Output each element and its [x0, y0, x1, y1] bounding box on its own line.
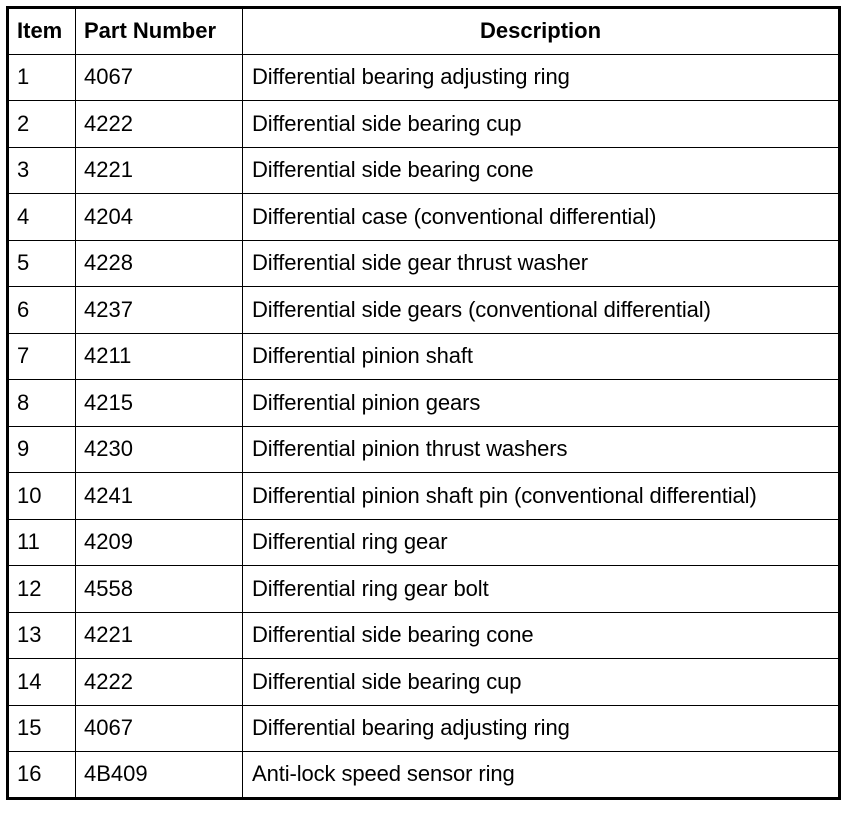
part-number-cell: 4067 [76, 54, 243, 101]
description-cell: Differential pinion gears [243, 380, 840, 427]
description-cell: Anti-lock speed sensor ring [243, 752, 840, 799]
item-cell: 16 [8, 752, 76, 799]
part-number-cell: 4241 [76, 473, 243, 520]
item-cell: 14 [8, 659, 76, 706]
part-number-cell: 4230 [76, 426, 243, 473]
table-row [8, 287, 840, 334]
item-cell: 2 [8, 101, 76, 148]
column-header-item: Item [8, 8, 76, 55]
item-cell: 10 [8, 473, 76, 520]
table-row [8, 54, 840, 101]
item-cell: 6 [8, 287, 76, 334]
table-row [8, 380, 840, 427]
table-row [8, 194, 840, 241]
description-cell: Differential ring gear bolt [243, 566, 840, 613]
part-number-cell: 4209 [76, 519, 243, 566]
description-cell: Differential side bearing cone [243, 612, 840, 659]
table-header [8, 8, 840, 55]
description-cell: Differential side gear thrust washer [243, 240, 840, 287]
column-header-description: Description [243, 8, 840, 55]
item-cell: 1 [8, 54, 76, 101]
part-number-cell: 4237 [76, 287, 243, 334]
item-cell: 15 [8, 705, 76, 752]
table-row [8, 659, 840, 706]
table-row [8, 566, 840, 613]
part-number-cell: 4211 [76, 333, 243, 380]
parts-table [6, 6, 841, 800]
item-cell: 9 [8, 426, 76, 473]
description-cell: Differential bearing adjusting ring [243, 705, 840, 752]
table-row [8, 101, 840, 148]
item-cell: 11 [8, 519, 76, 566]
description-cell: Differential side gears (conventional differential) [243, 287, 840, 334]
part-number-cell: 4215 [76, 380, 243, 427]
part-number-cell: 4222 [76, 101, 243, 148]
part-number-cell: 4204 [76, 194, 243, 241]
table-row [8, 612, 840, 659]
item-cell: 7 [8, 333, 76, 380]
item-cell: 3 [8, 147, 76, 194]
part-number-cell: 4228 [76, 240, 243, 287]
part-number-cell: 4558 [76, 566, 243, 613]
part-number-cell: 4067 [76, 705, 243, 752]
table-row [8, 752, 840, 799]
table-row [8, 240, 840, 287]
table-row [8, 147, 840, 194]
table-row [8, 705, 840, 752]
description-cell: Differential ring gear [243, 519, 840, 566]
part-number-cell: 4221 [76, 147, 243, 194]
item-cell: 5 [8, 240, 76, 287]
part-number-cell: 4B409 [76, 752, 243, 799]
header-row [8, 8, 840, 55]
item-cell: 12 [8, 566, 76, 613]
description-cell: Differential pinion shaft pin (conventional differential) [243, 473, 840, 520]
description-cell: Differential side bearing cup [243, 659, 840, 706]
description-cell: Differential pinion thrust washers [243, 426, 840, 473]
table-row [8, 333, 840, 380]
item-cell: 4 [8, 194, 76, 241]
part-number-cell: 4222 [76, 659, 243, 706]
part-number-cell: 4221 [76, 612, 243, 659]
column-header-part-number: Part Number [76, 8, 243, 55]
description-cell: Differential bearing adjusting ring [243, 54, 840, 101]
table-row [8, 473, 840, 520]
description-cell: Differential side bearing cup [243, 101, 840, 148]
table-row [8, 519, 840, 566]
description-cell: Differential case (conventional differential) [243, 194, 840, 241]
description-cell: Differential side bearing cone [243, 147, 840, 194]
table-body [8, 54, 840, 798]
item-cell: 13 [8, 612, 76, 659]
description-cell: Differential pinion shaft [243, 333, 840, 380]
item-cell: 8 [8, 380, 76, 427]
table-row [8, 426, 840, 473]
